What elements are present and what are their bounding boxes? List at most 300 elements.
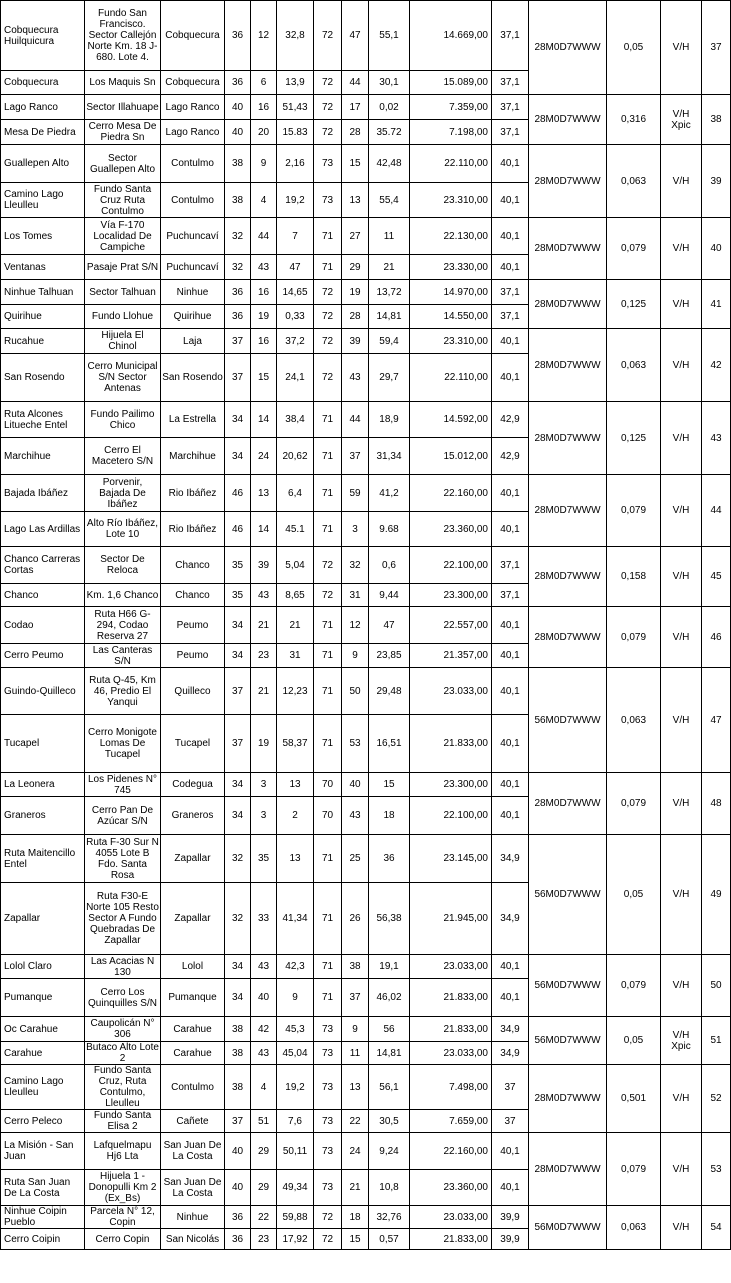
commune: Puchuncaví — [161, 218, 225, 255]
commune: Chanco — [161, 584, 225, 607]
group-value: 0,158 — [607, 547, 661, 607]
polarization: V/H — [661, 668, 702, 773]
lat-min: 21 — [251, 668, 277, 715]
site-address: Lafquelmapu Hj6 Lta — [85, 1133, 161, 1170]
lat-sec: 24,1 — [277, 354, 314, 402]
lon-deg: 71 — [314, 218, 342, 255]
lon-sec: 46,02 — [369, 979, 410, 1017]
value-col: 39,9 — [492, 1229, 529, 1250]
group-value: 0,079 — [607, 955, 661, 1017]
lat-sec: 58,37 — [277, 715, 314, 773]
lon-min: 15 — [342, 1229, 369, 1250]
site-address: Las Acacias N 130 — [85, 955, 161, 979]
lat-min: 13 — [251, 475, 277, 512]
site-name: La Misión - San Juan — [1, 1133, 85, 1170]
site-address: Ruta Q-45, Km 46, Predio El Yanqui — [85, 668, 161, 715]
commune: Codegua — [161, 773, 225, 797]
table-row — [1, 773, 731, 797]
lon-deg: 72 — [314, 71, 342, 95]
site-address: Las Canteras S/N — [85, 644, 161, 668]
site-name: San Rosendo — [1, 354, 85, 402]
value-col: 40,1 — [492, 1133, 529, 1170]
frequency: 7.198,00 — [410, 120, 492, 145]
site-name: Cerro Coipin — [1, 1229, 85, 1250]
lat-deg: 36 — [225, 1206, 251, 1229]
lat-min: 14 — [251, 402, 277, 438]
site-name: Zapallar — [1, 883, 85, 955]
site-address: Los Pidenes N° 745 — [85, 773, 161, 797]
lon-deg: 71 — [314, 835, 342, 883]
lat-sec: 15.83 — [277, 120, 314, 145]
lon-sec: 55,4 — [369, 183, 410, 218]
lon-min: 13 — [342, 183, 369, 218]
site-address: Cerro Los Quinquilles S/N — [85, 979, 161, 1017]
polarization: V/H — [661, 1206, 702, 1250]
lon-min: 50 — [342, 668, 369, 715]
link-number: 40 — [702, 218, 731, 280]
value-col: 42,9 — [492, 402, 529, 438]
site-name: Ruta Alcones Litueche Entel — [1, 402, 85, 438]
link-number: 44 — [702, 475, 731, 547]
lon-sec: 47 — [369, 607, 410, 644]
frequency: 14.550,00 — [410, 305, 492, 329]
commune: Ninhue — [161, 1206, 225, 1229]
lon-deg: 71 — [314, 715, 342, 773]
site-name: Cobquecura Huilquicura — [1, 1, 85, 71]
frequency: 23.033,00 — [410, 955, 492, 979]
site-name: Oc Carahue — [1, 1017, 85, 1042]
lon-sec: 14,81 — [369, 305, 410, 329]
site-address: Ruta H66 G-294, Codao Reserva 27 — [85, 607, 161, 644]
lon-deg: 72 — [314, 1229, 342, 1250]
site-name: Cerro Peumo — [1, 644, 85, 668]
value-col: 40,1 — [492, 644, 529, 668]
lon-deg: 71 — [314, 512, 342, 547]
value-col: 37,1 — [492, 280, 529, 305]
lat-sec: 8,65 — [277, 584, 314, 607]
frequency: 7.498,00 — [410, 1065, 492, 1110]
link-number: 50 — [702, 955, 731, 1017]
lat-min: 19 — [251, 715, 277, 773]
lat-min: 43 — [251, 955, 277, 979]
emission-code: 56M0D7WWW — [529, 1017, 607, 1065]
link-number: 53 — [702, 1133, 731, 1206]
value-col: 40,1 — [492, 1170, 529, 1206]
lon-sec: 0,02 — [369, 95, 410, 120]
lon-deg: 71 — [314, 255, 342, 280]
lat-deg: 37 — [225, 715, 251, 773]
frequency: 14.970,00 — [410, 280, 492, 305]
lon-min: 43 — [342, 354, 369, 402]
frequency: 23.310,00 — [410, 329, 492, 354]
commune: Cobquecura — [161, 71, 225, 95]
emission-code: 28M0D7WWW — [529, 145, 607, 218]
site-name: La Leonera — [1, 773, 85, 797]
site-name: Guallepen Alto — [1, 145, 85, 183]
site-address: Km. 1,6 Chanco — [85, 584, 161, 607]
site-name: Ninhue Talhuan — [1, 280, 85, 305]
site-address: Sector De Reloca — [85, 547, 161, 584]
commune: Carahue — [161, 1017, 225, 1042]
polarization: V/H — [661, 329, 702, 402]
site-name: Guindo-Quilleco — [1, 668, 85, 715]
lon-sec: 9,44 — [369, 584, 410, 607]
lat-min: 22 — [251, 1206, 277, 1229]
site-name: Rucahue — [1, 329, 85, 354]
lon-min: 40 — [342, 773, 369, 797]
site-name: Lolol Claro — [1, 955, 85, 979]
lat-deg: 38 — [225, 183, 251, 218]
lon-deg: 70 — [314, 797, 342, 835]
group-value: 0,063 — [607, 1206, 661, 1250]
lon-sec: 18,9 — [369, 402, 410, 438]
lon-min: 24 — [342, 1133, 369, 1170]
lat-deg: 37 — [225, 354, 251, 402]
lon-deg: 73 — [314, 183, 342, 218]
group-value: 0,125 — [607, 280, 661, 329]
frequency: 21.833,00 — [410, 1017, 492, 1042]
lat-sec: 38,4 — [277, 402, 314, 438]
commune: La Estrella — [161, 402, 225, 438]
commune: Lago Ranco — [161, 120, 225, 145]
polarization: V/H — [661, 475, 702, 547]
lat-sec: 9 — [277, 979, 314, 1017]
group-value: 0,079 — [607, 1133, 661, 1206]
lat-deg: 38 — [225, 1065, 251, 1110]
commune: Tucapel — [161, 715, 225, 773]
lon-deg: 73 — [314, 1017, 342, 1042]
lat-deg: 40 — [225, 95, 251, 120]
lon-min: 9 — [342, 1017, 369, 1042]
frequency: 14.669,00 — [410, 1, 492, 71]
lon-sec: 14,81 — [369, 1042, 410, 1065]
frequency: 21.833,00 — [410, 1229, 492, 1250]
lat-deg: 36 — [225, 71, 251, 95]
link-number: 42 — [702, 329, 731, 402]
lon-sec: 30,1 — [369, 71, 410, 95]
lon-min: 17 — [342, 95, 369, 120]
lat-deg: 40 — [225, 120, 251, 145]
commune: Cañete — [161, 1110, 225, 1133]
frequency: 21.833,00 — [410, 979, 492, 1017]
lat-min: 51 — [251, 1110, 277, 1133]
lon-min: 19 — [342, 280, 369, 305]
frequency: 21.833,00 — [410, 715, 492, 773]
lon-min: 28 — [342, 305, 369, 329]
lon-min: 21 — [342, 1170, 369, 1206]
commune: Graneros — [161, 797, 225, 835]
lon-sec: 29,7 — [369, 354, 410, 402]
link-number: 39 — [702, 145, 731, 218]
table-row — [1, 402, 731, 438]
site-name: Pumanque — [1, 979, 85, 1017]
table-row — [1, 280, 731, 305]
polarization: V/H — [661, 955, 702, 1017]
lat-sec: 19,2 — [277, 1065, 314, 1110]
site-address: Cerro El Macetero S/N — [85, 438, 161, 475]
lon-min: 37 — [342, 979, 369, 1017]
value-col: 37,1 — [492, 305, 529, 329]
site-name: Chanco — [1, 584, 85, 607]
lat-min: 16 — [251, 280, 277, 305]
site-address: Hijuela El Chinol — [85, 329, 161, 354]
value-col: 40,1 — [492, 979, 529, 1017]
commune: Pumanque — [161, 979, 225, 1017]
lat-min: 4 — [251, 1065, 277, 1110]
lat-deg: 34 — [225, 797, 251, 835]
lon-sec: 56,1 — [369, 1065, 410, 1110]
site-address: Cerro Municipal S/N Sector Antenas — [85, 354, 161, 402]
value-col: 40,1 — [492, 668, 529, 715]
table-row — [1, 955, 731, 979]
lon-min: 39 — [342, 329, 369, 354]
lat-min: 43 — [251, 255, 277, 280]
lat-deg: 37 — [225, 329, 251, 354]
lat-deg: 36 — [225, 305, 251, 329]
lon-sec: 15 — [369, 773, 410, 797]
table-row — [1, 145, 731, 183]
lat-sec: 0,33 — [277, 305, 314, 329]
site-name: Marchihue — [1, 438, 85, 475]
lat-sec: 17,92 — [277, 1229, 314, 1250]
lon-sec: 0,6 — [369, 547, 410, 584]
site-address: Porvenir, Bajada De Ibáñez — [85, 475, 161, 512]
site-address: Fundo Santa Cruz Ruta Contulmo — [85, 183, 161, 218]
lat-min: 12 — [251, 1, 277, 71]
link-number: 38 — [702, 95, 731, 145]
lat-sec: 32,8 — [277, 1, 314, 71]
lat-min: 44 — [251, 218, 277, 255]
lat-min: 3 — [251, 773, 277, 797]
lon-deg: 72 — [314, 1, 342, 71]
value-col: 34,9 — [492, 1017, 529, 1042]
lon-deg: 71 — [314, 955, 342, 979]
site-address: Fundo Llohue — [85, 305, 161, 329]
value-col: 37,1 — [492, 120, 529, 145]
link-number: 54 — [702, 1206, 731, 1250]
commune: Lago Ranco — [161, 95, 225, 120]
value-col: 40,1 — [492, 218, 529, 255]
group-value: 0,079 — [607, 218, 661, 280]
lat-deg: 35 — [225, 584, 251, 607]
lat-sec: 45.1 — [277, 512, 314, 547]
lat-min: 16 — [251, 95, 277, 120]
value-col: 37,1 — [492, 1, 529, 71]
commune: Peumo — [161, 644, 225, 668]
site-name: Camino Lago Lleulleu — [1, 183, 85, 218]
group-value: 0,05 — [607, 835, 661, 955]
lat-min: 23 — [251, 1229, 277, 1250]
site-name: Ruta Maitencillo Entel — [1, 835, 85, 883]
lat-deg: 34 — [225, 438, 251, 475]
lat-min: 43 — [251, 584, 277, 607]
lat-min: 29 — [251, 1133, 277, 1170]
commune: Quirihue — [161, 305, 225, 329]
lon-min: 44 — [342, 402, 369, 438]
lat-sec: 37,2 — [277, 329, 314, 354]
emission-code: 56M0D7WWW — [529, 1206, 607, 1250]
lon-deg: 71 — [314, 607, 342, 644]
lon-sec: 29,48 — [369, 668, 410, 715]
site-address: Sector Guallepen Alto — [85, 145, 161, 183]
lat-min: 19 — [251, 305, 277, 329]
lon-deg: 71 — [314, 644, 342, 668]
frequency: 22.160,00 — [410, 475, 492, 512]
frequency: 22.100,00 — [410, 547, 492, 584]
lon-sec: 36 — [369, 835, 410, 883]
lat-deg: 36 — [225, 280, 251, 305]
lon-sec: 10,8 — [369, 1170, 410, 1206]
lon-min: 29 — [342, 255, 369, 280]
group-value: 0,05 — [607, 1, 661, 95]
site-name: Camino Lago Lleulleu — [1, 1065, 85, 1110]
frequency: 7.359,00 — [410, 95, 492, 120]
polarization: V/H — [661, 835, 702, 955]
table-row — [1, 607, 731, 644]
value-col: 40,1 — [492, 607, 529, 644]
lon-min: 22 — [342, 1110, 369, 1133]
group-value: 0,079 — [607, 773, 661, 835]
frequency: 23.360,00 — [410, 1170, 492, 1206]
table-row — [1, 1065, 731, 1110]
frequency: 23.145,00 — [410, 835, 492, 883]
lon-sec: 13,72 — [369, 280, 410, 305]
site-address: Los Maquis Sn — [85, 71, 161, 95]
lat-deg: 34 — [225, 607, 251, 644]
emission-code: 28M0D7WWW — [529, 1065, 607, 1133]
site-address: Cerro Mesa De Piedra Sn — [85, 120, 161, 145]
lon-deg: 71 — [314, 883, 342, 955]
site-name: Ruta San Juan De La Costa — [1, 1170, 85, 1206]
emission-code: 56M0D7WWW — [529, 955, 607, 1017]
lon-deg: 71 — [314, 402, 342, 438]
value-col: 40,1 — [492, 183, 529, 218]
table-body — [1, 1, 731, 1250]
lon-min: 32 — [342, 547, 369, 584]
site-address: Fundo Santa Cruz, Ruta Contulmo, Lleulleu — [85, 1065, 161, 1110]
link-number: 52 — [702, 1065, 731, 1133]
lat-deg: 46 — [225, 512, 251, 547]
lat-sec: 6,4 — [277, 475, 314, 512]
site-address: Fundo Santa Elisa 2 — [85, 1110, 161, 1133]
lon-sec: 0,57 — [369, 1229, 410, 1250]
lon-sec: 31,34 — [369, 438, 410, 475]
site-name: Cerro Peleco — [1, 1110, 85, 1133]
commune: Chanco — [161, 547, 225, 584]
link-number: 41 — [702, 280, 731, 329]
lat-deg: 32 — [225, 883, 251, 955]
site-address: Alto Río Ibáñez, Lote 10 — [85, 512, 161, 547]
site-name: Ninhue Coipin Pueblo — [1, 1206, 85, 1229]
lat-sec: 51,43 — [277, 95, 314, 120]
lon-min: 44 — [342, 71, 369, 95]
value-col: 40,1 — [492, 773, 529, 797]
lon-deg: 73 — [314, 145, 342, 183]
lat-deg: 40 — [225, 1170, 251, 1206]
lon-min: 3 — [342, 512, 369, 547]
lat-sec: 41,34 — [277, 883, 314, 955]
commune: Zapallar — [161, 835, 225, 883]
site-name: Cobquecura — [1, 71, 85, 95]
lon-sec: 21 — [369, 255, 410, 280]
polarization: V/H — [661, 218, 702, 280]
site-address: Sector Illahuape — [85, 95, 161, 120]
value-col: 37,1 — [492, 71, 529, 95]
lat-deg: 38 — [225, 1017, 251, 1042]
lon-sec: 11 — [369, 218, 410, 255]
lat-min: 4 — [251, 183, 277, 218]
polarization: V/H — [661, 773, 702, 835]
lon-min: 9 — [342, 644, 369, 668]
frequency: 23.300,00 — [410, 584, 492, 607]
table-row — [1, 547, 731, 584]
link-number: 45 — [702, 547, 731, 607]
lat-sec: 47 — [277, 255, 314, 280]
value-col: 37,1 — [492, 547, 529, 584]
value-col: 37,1 — [492, 584, 529, 607]
commune: Lolol — [161, 955, 225, 979]
lon-min: 28 — [342, 120, 369, 145]
lon-deg: 73 — [314, 1065, 342, 1110]
group-value: 0,079 — [607, 607, 661, 668]
lat-deg: 34 — [225, 402, 251, 438]
lat-deg: 34 — [225, 644, 251, 668]
value-col: 39,9 — [492, 1206, 529, 1229]
site-address: Vía F-170 Localidad De Campiche — [85, 218, 161, 255]
emission-code: 28M0D7WWW — [529, 773, 607, 835]
site-name: Codao — [1, 607, 85, 644]
lat-sec: 31 — [277, 644, 314, 668]
lat-sec: 49,34 — [277, 1170, 314, 1206]
lat-sec: 13 — [277, 835, 314, 883]
lon-sec: 35.72 — [369, 120, 410, 145]
lon-sec: 30,5 — [369, 1110, 410, 1133]
frequency: 23.360,00 — [410, 512, 492, 547]
commune: Zapallar — [161, 883, 225, 955]
lat-min: 9 — [251, 145, 277, 183]
lon-deg: 72 — [314, 1206, 342, 1229]
commune: Contulmo — [161, 183, 225, 218]
polarization: V/H — [661, 280, 702, 329]
site-name: Graneros — [1, 797, 85, 835]
emission-code: 56M0D7WWW — [529, 668, 607, 773]
value-col: 40,1 — [492, 255, 529, 280]
lon-deg: 71 — [314, 979, 342, 1017]
lat-min: 39 — [251, 547, 277, 584]
emission-code: 28M0D7WWW — [529, 329, 607, 402]
group-value: 0,063 — [607, 668, 661, 773]
table-row — [1, 475, 731, 512]
lat-min: 6 — [251, 71, 277, 95]
lon-deg: 72 — [314, 95, 342, 120]
value-col: 37,1 — [492, 95, 529, 120]
lat-sec: 2,16 — [277, 145, 314, 183]
lat-sec: 21 — [277, 607, 314, 644]
lat-min: 23 — [251, 644, 277, 668]
lat-deg: 35 — [225, 547, 251, 584]
lon-min: 53 — [342, 715, 369, 773]
polarization: V/H — [661, 1065, 702, 1133]
lon-min: 37 — [342, 438, 369, 475]
lat-min: 14 — [251, 512, 277, 547]
lat-min: 24 — [251, 438, 277, 475]
value-col: 42,9 — [492, 438, 529, 475]
frequency: 23.300,00 — [410, 773, 492, 797]
commune: Carahue — [161, 1042, 225, 1065]
lon-min: 18 — [342, 1206, 369, 1229]
lon-min: 11 — [342, 1042, 369, 1065]
group-value: 0,063 — [607, 329, 661, 402]
